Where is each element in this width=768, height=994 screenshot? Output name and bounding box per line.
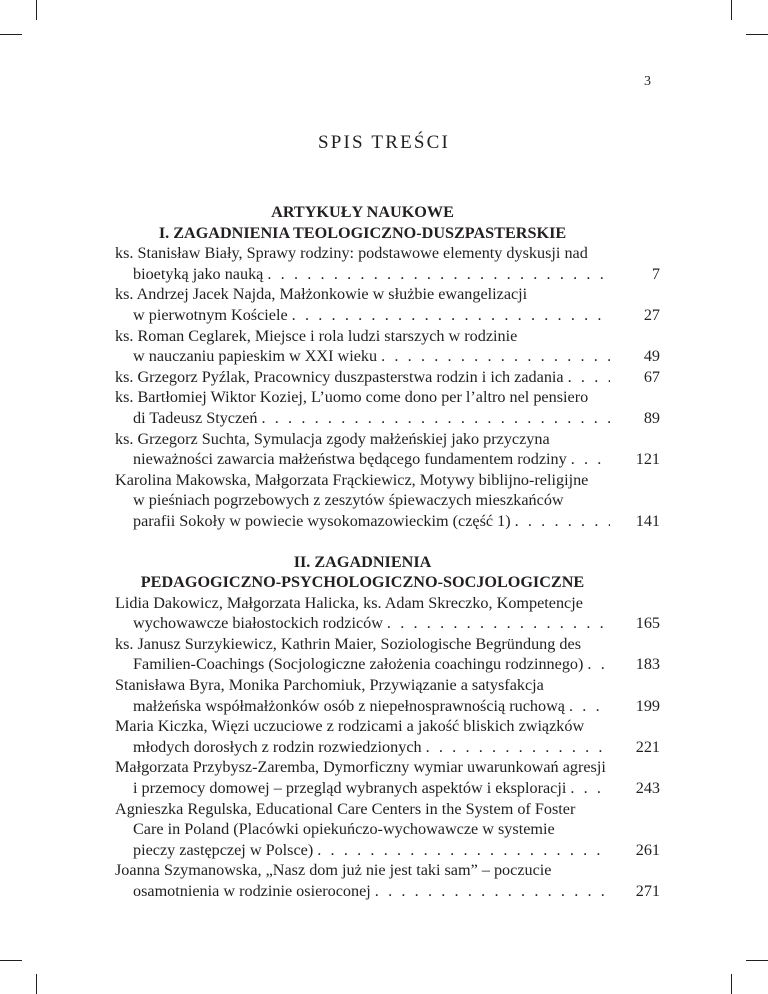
entry-text: Agnieszka Regulska, Educational Care Centers in the System of Foster — [115, 799, 576, 818]
entry-text: ks. Janusz Surzykiewicz, Kathrin Maier, Soziologische Begründung des — [115, 634, 581, 653]
crop-mark — [746, 960, 768, 961]
entry-text: Karolina Makowska, Małgorzata Frąckiewicz, Motywy biblijno-religijne — [115, 470, 589, 489]
entry-text: Familien-Coachings (Socjologiczne założenia coachingu rodzinnego) — [133, 655, 584, 674]
page-ref: 271 — [635, 882, 660, 900]
toc-entry[interactable] — [115, 716, 660, 757]
page-ref: 49 — [643, 347, 660, 366]
page-ref: 261 — [635, 840, 660, 859]
page-ref: 67 — [643, 367, 660, 386]
entry-text: bioetyką jako nauką — [133, 264, 264, 283]
toc-entry[interactable] — [115, 367, 660, 388]
toc-entry[interactable] — [115, 634, 660, 675]
entry-text: ks. Stanisław Biały, Sprawy rodziny: podstawowe elementy dyskusji nad — [115, 244, 588, 263]
crop-mark — [36, 974, 37, 994]
dot-leader — [371, 881, 610, 902]
entry-text: Care in Poland (Placówki opiekuńczo-wychowawcze w systemie — [133, 820, 555, 839]
entry-text: ks. Bartłomiej Wiktor Koziej, L’uomo come dono per l’altro nel pensiero — [115, 388, 589, 407]
entry-text: ks. Roman Ceglarek, Miejsce i rola ludzi starszych w rodzinie — [115, 326, 518, 345]
dot-leader — [511, 511, 610, 532]
dot-leader — [263, 264, 610, 285]
dot-leader — [377, 346, 610, 367]
toc-entry[interactable] — [115, 593, 660, 634]
page-title: SPIS TREŚCI — [317, 132, 451, 153]
page-ref: 141 — [635, 511, 660, 530]
entry-text: małżeńska współmałżonków osób z niepełnosprawnością ruchową — [133, 696, 565, 715]
page-ref: 165 — [635, 614, 660, 633]
page-ref: 221 — [635, 737, 660, 756]
crop-mark — [746, 34, 768, 35]
dot-leader — [422, 737, 610, 758]
section-heading: II. ZAGADNIENIA — [293, 552, 432, 571]
entry-text: Stanisława Byra, Monika Parchomiuk, Przywiązanie a satysfakcja — [115, 676, 544, 695]
dot-leader — [565, 696, 610, 717]
crop-mark — [36, 0, 37, 20]
entry-text: w nauczaniu papieskim w XXI wieku — [133, 347, 378, 366]
toc-entry[interactable] — [115, 675, 660, 716]
entry-text: młodych dorosłych z rodzin rozwiedzionych — [133, 737, 422, 756]
entry-text: Małgorzata Przybysz-Zaremba, Dymorficzny wymiar uwarunkowań agresji — [115, 758, 606, 777]
entry-text: di Tadeusz Styczeń — [133, 408, 258, 427]
dot-leader — [567, 449, 610, 470]
crop-mark — [731, 974, 732, 994]
entry-text: parafii Sokoły w powiecie wysokomazowieckim (część 1) — [133, 511, 511, 530]
toc-entry[interactable] — [115, 284, 660, 325]
section-heading: PEDAGOGICZNO-PSYCHOLOGICZNO-SOCJOLOGICZNE — [140, 573, 585, 592]
dot-leader — [566, 778, 610, 799]
entry-text: osamotnienia w rodzinie osieroconej — [133, 882, 371, 900]
page-ref: 121 — [635, 450, 660, 469]
crop-mark — [0, 34, 22, 35]
toc-entry[interactable] — [115, 243, 660, 284]
entry-text: w pierwotnym Kościele — [133, 305, 288, 324]
page-number: 3 — [644, 74, 651, 89]
toc-entry[interactable] — [115, 387, 660, 428]
toc-entry[interactable] — [115, 860, 660, 901]
entry-text: ks. Grzegorz Suchta, Symulacja zgody małżeńskiej jako przyczyna — [115, 429, 550, 448]
entry-text: w pieśniach pogrzebowych z zeszytów śpiewaczych mieszkańców — [133, 491, 564, 510]
section-heading: ARTYKUŁY NAUKOWE — [271, 203, 454, 221]
page-ref: 27 — [643, 305, 660, 324]
crop-mark — [731, 0, 732, 20]
section-heading: I. ZAGADNIENIA TEOLOGICZNO-DUSZPASTERSKIE — [158, 223, 567, 242]
page-ref: 7 — [651, 264, 660, 283]
dot-leader — [564, 367, 610, 388]
entry-text: i przemocy domowej – przegląd wybranych aspektów i eksploracji — [133, 779, 567, 798]
dot-leader — [288, 305, 610, 326]
page-ref: 183 — [635, 655, 660, 674]
entry-text: pieczy zastępczej w Polsce) — [133, 840, 314, 859]
page-ref: 199 — [635, 696, 660, 715]
dot-leader — [583, 654, 610, 675]
entry-text: ks. Grzegorz Pyźlak, Pracownicy duszpasterstwa rodzin i ich zadania — [115, 367, 564, 386]
dot-leader — [383, 613, 610, 634]
entry-text: wychowawcze białostockich rodziców — [133, 614, 383, 633]
entry-text: Maria Kiczka, Więzi uczuciowe z rodzicami a jakość bliskich związków — [115, 717, 585, 736]
toc-entry[interactable] — [115, 326, 660, 367]
toc-entry[interactable] — [115, 470, 660, 532]
entry-text: nieważności zawarcia małżeństwa będącego fundamentem rodziny — [133, 450, 567, 469]
toc-entry[interactable] — [115, 757, 660, 798]
dot-leader — [313, 840, 610, 861]
toc-entry[interactable] — [115, 429, 660, 470]
entry-text: ks. Andrzej Jacek Najda, Małżonkowie w służbie ewangelizacji — [115, 285, 528, 304]
dot-leader — [257, 408, 610, 429]
table-of-contents — [115, 202, 660, 902]
page-ref: 243 — [635, 779, 660, 798]
page-ref: 89 — [643, 408, 660, 427]
toc-entry[interactable] — [115, 799, 660, 861]
entry-text: Joanna Szymanowska, „Nasz dom już nie jest taki sam” – poczucie — [115, 861, 552, 880]
crop-mark — [0, 960, 22, 961]
entry-text: Lidia Dakowicz, Małgorzata Halicka, ks. Adam Skreczko, Kompetencje — [115, 593, 583, 612]
